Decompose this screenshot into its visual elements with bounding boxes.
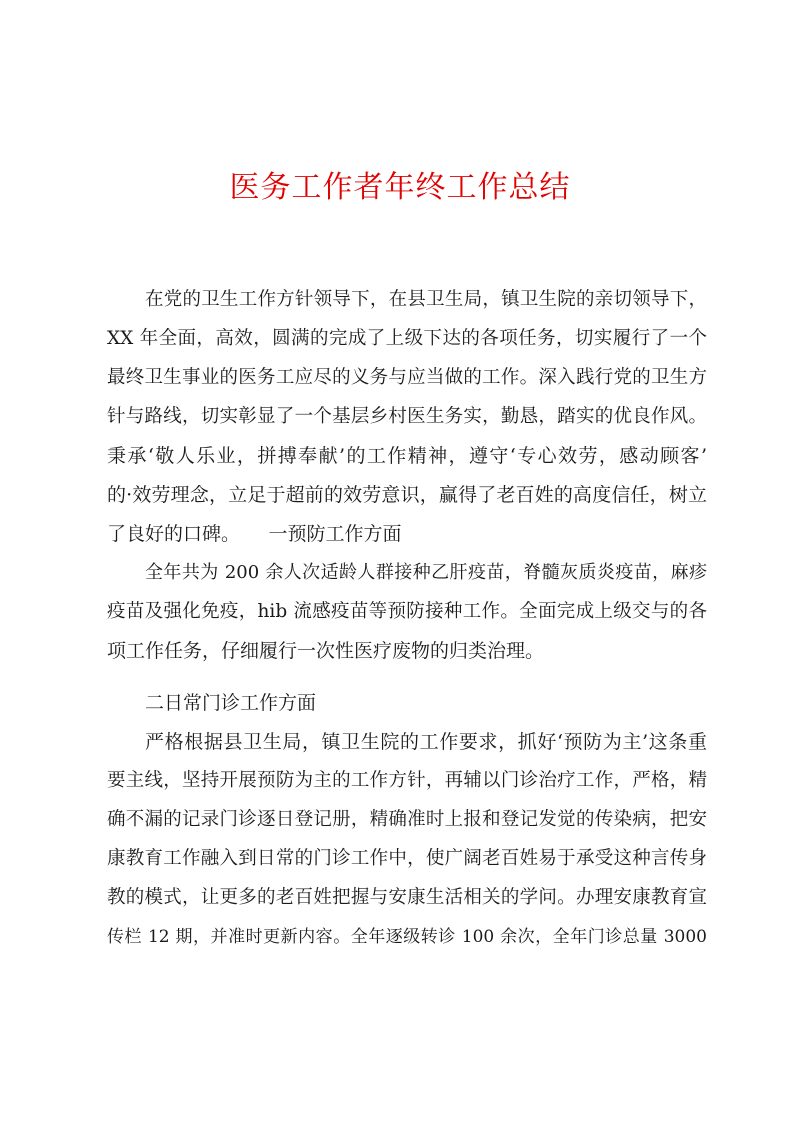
paragraph-line: 针与路线，切实彰显了一个基层乡村医生务实，勤恳，踏实的优良作风。 [107, 406, 707, 427]
document-title: 医务工作者年终工作总结 [229, 170, 571, 205]
section-heading: 二日常门诊工作方面 [145, 692, 317, 714]
paragraph-line: 确不漏的记录门诊逐日登记册，精确准时上报和登记发觉的传染病，把安 [107, 809, 707, 830]
paragraph-line: 传栏 12 期，并准时更新内容。全年逐级转诊 100 余次，全年门诊总量 3000 [107, 927, 707, 947]
paragraph-line: 最终卫生事业的医务工应尽的义务与应当做的工作。深入践行党的卫生方 [107, 367, 707, 388]
paragraph-line: 全年共为 200 余人次适龄人群接种乙肝疫苗，脊髓灰质炎疫苗，麻疹 [145, 562, 707, 583]
paragraph-line: 在党的卫生工作方针领导下，在县卫生局，镇卫生院的亲切领导下， [145, 289, 707, 310]
paragraph-line: 教的模式，让更多的老百姓把握与安康生活相关的学问。办理安康教育宣 [107, 887, 707, 908]
paragraph-line: 要主线，坚持开展预防为主的工作方针，再辅以门诊治疗工作，严格，精 [107, 770, 707, 791]
paragraph-line: 严格根据县卫生局，镇卫生院的工作要求，抓好‘预防为主’这条重 [145, 731, 707, 753]
paragraph-line: XX 年全面，高效，圆满的完成了上级下达的各项任务，切实履行了一个 [107, 328, 707, 349]
paragraph-line: 康教育工作融入到日常的门诊工作中，使广阔老百姓易于承受这种言传身 [107, 848, 707, 869]
paragraph-line: 项工作任务，仔细履行一次性医疗废物的归类治理。 [107, 640, 545, 662]
paragraph-line: 了良好的口碑。 一预防工作方面 [107, 523, 402, 545]
paragraph-line: 的·效劳理念，立足于超前的效劳意识，赢得了老百姓的高度信任，树立 [107, 484, 707, 506]
paragraph-line: 秉承‘敬人乐业，拼搏奉献’的工作精神，遵守‘专心效劳，感动顾客’ [107, 445, 707, 467]
paragraph-line: 疫苗及强化免疫，hib 流感疫苗等预防接种工作。全面完成上级交与的各 [107, 601, 707, 622]
